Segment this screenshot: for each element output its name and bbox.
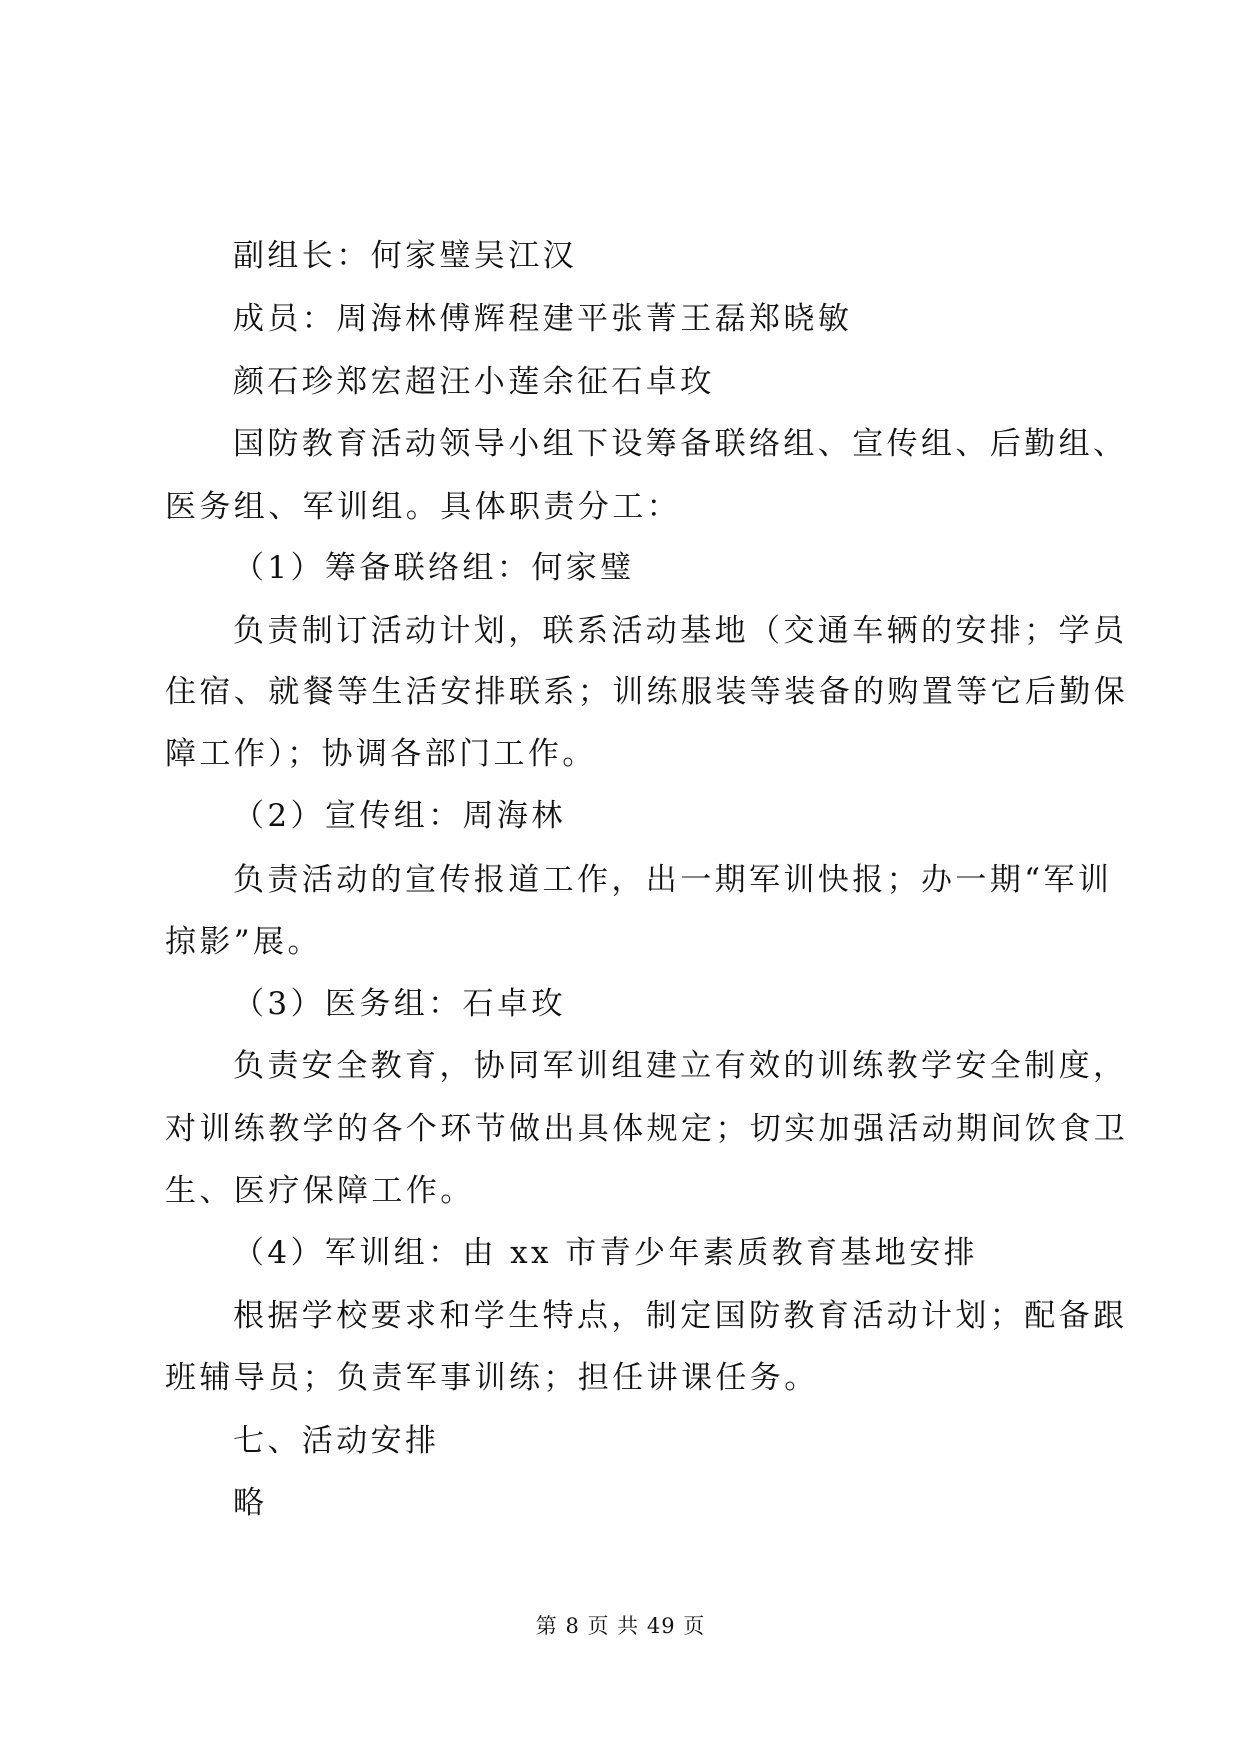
text-line: 医务组、军训组。具体职责分工： bbox=[165, 489, 681, 525]
text-line: 生、医疗保障工作。 bbox=[165, 1173, 475, 1209]
text-line: 负责安全教育，协同军训组建立有效的训练教学安全制度， bbox=[233, 1048, 1128, 1084]
text-line: 障工作）；协调各部门工作。 bbox=[165, 736, 597, 772]
text-line: 掠影”展。 bbox=[165, 924, 322, 960]
text-line: 负责活动的宣传报道工作，出一期军训快报；办一期“军训 bbox=[233, 862, 1113, 898]
text-line: （4）军训组：由 xx 市青少年素质教育基地安排 bbox=[233, 1235, 978, 1271]
text-line: 对训练教学的各个环节做出具体规定；切实加强活动期间饮食卫 bbox=[165, 1111, 1129, 1147]
text-line: 班辅导员；负责军事训练；担任讲课任务。 bbox=[165, 1360, 819, 1396]
text-line: 成员：周海林傅辉程建平张菁王磊郑晓敏 bbox=[233, 301, 853, 337]
text-line: 国防教育活动领导小组下设筹备联络组、宣传组、后勤组、 bbox=[233, 426, 1128, 462]
text-line: （1）筹备联络组：何家璧 bbox=[233, 550, 635, 586]
text-line: 根据学校要求和学生特点，制定国防教育活动计划；配备跟 bbox=[233, 1298, 1128, 1334]
text-line: 颜石珍郑宏超汪小莲余征石卓玫 bbox=[233, 364, 715, 400]
text-line: 住宿、就餐等生活安排联系；训练服装等装备的购置等它后勤保 bbox=[165, 674, 1129, 710]
text-line: 副组长：何家璧吴江汉 bbox=[233, 238, 577, 274]
page-footer: 第 8 页 共 49 页 bbox=[535, 1614, 706, 1638]
text-line: 略 bbox=[233, 1485, 268, 1521]
text-line: 负责制订活动计划，联系活动基地（交通车辆的安排；学员 bbox=[233, 613, 1128, 649]
text-line: 七、活动安排 bbox=[233, 1423, 440, 1459]
text-line: （3）医务组：石卓玫 bbox=[233, 986, 566, 1022]
text-line: （2）宣传组：周海林 bbox=[233, 798, 566, 834]
